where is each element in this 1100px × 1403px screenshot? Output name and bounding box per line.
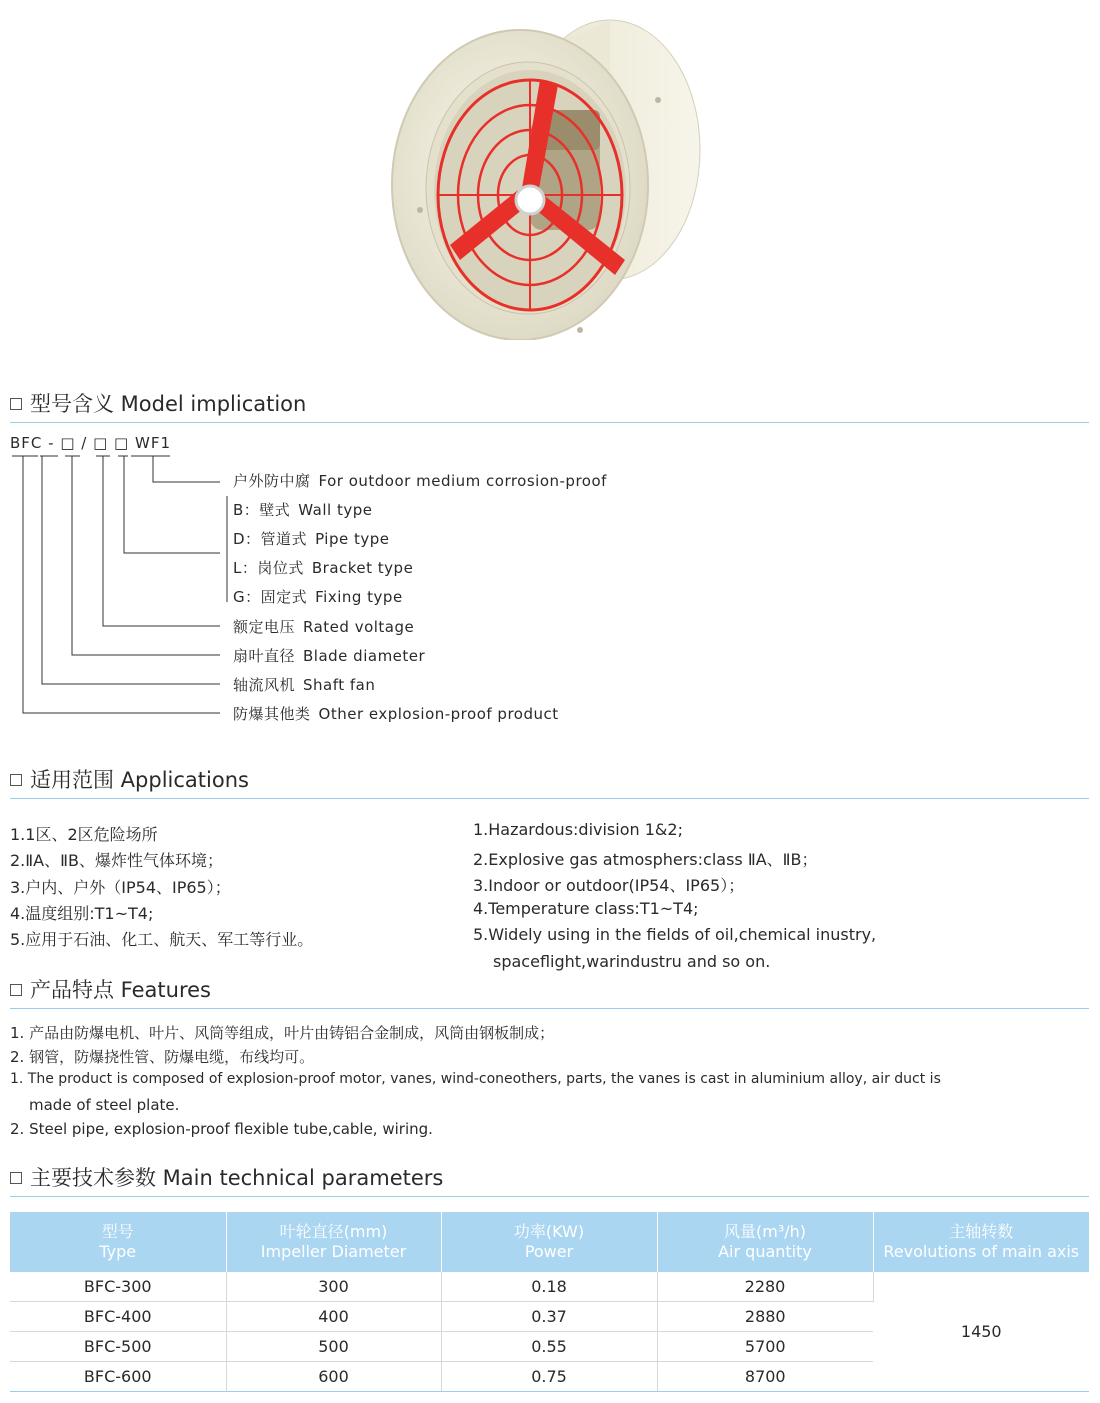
table-header-row — [10, 1212, 1089, 1272]
application-en-line: 2.Explosive gas atmosphers:class ⅡA、ⅡB； — [473, 850, 818, 869]
header-power — [441, 1212, 657, 1272]
section-divider — [10, 1196, 1089, 1197]
section-title-applications — [10, 764, 249, 794]
section-title-params-text: 主要技术参数 Main technical parameters — [30, 1166, 444, 1190]
legend-en: For outdoor medium corrosion-proof — [318, 472, 607, 490]
legend-cn: 防爆其他类 — [233, 705, 311, 723]
header-en: Revolutions of main axis — [883, 1242, 1080, 1261]
section-title-model — [10, 388, 306, 418]
header-en: Type — [99, 1242, 137, 1261]
legend-cn: B：壁式 — [233, 501, 291, 519]
cell-type: BFC-500 — [10, 1332, 226, 1362]
header-type — [10, 1212, 226, 1272]
section-title-features-text: 产品特点 Features — [30, 978, 211, 1002]
section-title-features — [10, 974, 211, 1004]
checkbox-square-icon — [10, 398, 22, 410]
checkbox-square-icon — [10, 774, 22, 786]
legend-item — [233, 557, 413, 578]
legend-cn: 户外防中腐 — [233, 472, 311, 490]
cell-air-quantity: 2880 — [657, 1302, 873, 1332]
parameters-table — [10, 1212, 1089, 1392]
application-cn-line: 2.ⅡA、ⅡB、爆炸性气体环境； — [10, 851, 223, 870]
cell-power: 0.75 — [441, 1362, 657, 1392]
application-en-line: 1.Hazardous:division 1&2; — [473, 820, 683, 839]
header-cn: 功率(KW) — [513, 1222, 585, 1241]
checkbox-square-icon — [10, 1172, 22, 1184]
legend-en: Shaft fan — [303, 676, 376, 694]
header-impeller-diameter — [226, 1212, 441, 1272]
cell-revolutions: 1450 — [873, 1272, 1089, 1392]
application-cn-line: 3.户内、户外（IP54、IP65）； — [10, 878, 231, 897]
cell-air-quantity: 2280 — [657, 1272, 873, 1302]
cell-power: 0.37 — [441, 1302, 657, 1332]
feature-line: 1. The product is composed of explosion-proof motor, vanes, wind-coneothers, parts, the vanes is cast in aluminium alloy, air duct is — [10, 1071, 941, 1087]
cell-air-quantity: 8700 — [657, 1362, 873, 1392]
legend-cn: 轴流风机 — [233, 676, 296, 694]
application-en-line: 4.Temperature class:T1~T4; — [473, 899, 699, 918]
legend-cn: 额定电压 — [233, 618, 296, 636]
checkbox-square-icon — [10, 984, 22, 996]
section-divider — [10, 422, 1089, 423]
cell-type: BFC-600 — [10, 1362, 226, 1392]
legend-en: Pipe type — [315, 530, 390, 548]
legend-cn: G：固定式 — [233, 588, 308, 606]
legend-en: Blade diameter — [303, 647, 426, 665]
legend-en: Bracket type — [311, 559, 414, 577]
section-title-params — [10, 1162, 443, 1192]
application-en-line: 3.Indoor or outdoor(IP54、IP65）； — [473, 876, 745, 895]
cell-diameter: 300 — [226, 1272, 441, 1302]
application-cn-line: 1.1区、2区危险场所 — [10, 825, 158, 844]
cell-diameter: 400 — [226, 1302, 441, 1332]
feature-line: 2. 钢管，防爆挠性管、防爆电缆，布线均可。 — [10, 1048, 315, 1066]
legend-item — [233, 703, 559, 724]
feature-line: made of steel plate. — [29, 1096, 180, 1114]
legend-cn: L：岗位式 — [233, 559, 304, 577]
application-cn-line: 5.应用于石油、化工、航天、军工等行业。 — [10, 930, 314, 949]
legend-item — [233, 499, 372, 520]
header-cn: 主轴转数 — [949, 1222, 1014, 1241]
application-cn-line: 4.温度组别:T1~T4; — [10, 904, 154, 923]
cell-type: BFC-300 — [10, 1272, 226, 1302]
cell-power: 0.18 — [441, 1272, 657, 1302]
legend-en: Wall type — [298, 501, 373, 519]
legend-en: Fixing type — [315, 588, 403, 606]
product-image — [380, 10, 720, 340]
feature-line: 1. 产品由防爆电机、叶片、风筒等组成，叶片由铸铝合金制成，风筒由钢板制成； — [10, 1024, 555, 1042]
header-en: Impeller Diameter — [260, 1242, 407, 1261]
legend-cn: D：管道式 — [233, 530, 308, 548]
header-cn: 型号 — [101, 1222, 134, 1241]
section-divider — [10, 798, 1089, 799]
legend-en: Other explosion-proof product — [318, 705, 559, 723]
model-code: BFC - □ / □ □ WF1 — [10, 434, 171, 452]
cell-air-quantity: 5700 — [657, 1332, 873, 1362]
legend-item — [233, 616, 414, 637]
cell-power: 0.55 — [441, 1332, 657, 1362]
legend-item — [233, 528, 389, 549]
application-en-line: spaceflight,warindustru and so on. — [493, 952, 771, 971]
fan-illustration — [380, 10, 720, 340]
legend-cn: 扇叶直径 — [233, 647, 296, 665]
feature-line: 2. Steel pipe, explosion-proof flexible tube,cable, wiring. — [10, 1120, 433, 1138]
table-row — [10, 1272, 1089, 1302]
header-cn: 叶轮直径(mm) — [279, 1222, 388, 1241]
header-revolutions — [873, 1212, 1089, 1272]
section-title-model-text: 型号含义 Model implication — [30, 392, 307, 416]
header-cn: 风量(m³/h) — [723, 1222, 807, 1241]
header-air-quantity — [657, 1212, 873, 1272]
legend-en: Rated voltage — [303, 618, 415, 636]
legend-item — [233, 586, 403, 607]
model-code-connectors — [0, 450, 240, 720]
legend-item — [233, 470, 607, 491]
legend-item — [233, 645, 425, 666]
cell-type: BFC-400 — [10, 1302, 226, 1332]
cell-diameter: 500 — [226, 1332, 441, 1362]
section-title-applications-text: 适用范围 Applications — [30, 768, 249, 792]
cell-diameter: 600 — [226, 1362, 441, 1392]
legend-item — [233, 674, 375, 695]
section-divider — [10, 1008, 1089, 1009]
header-en: Air quantity — [718, 1242, 812, 1261]
application-en-line: 5.Widely using in the fields of oil,chemical inustry, — [473, 925, 877, 944]
header-en: Power — [524, 1242, 574, 1261]
